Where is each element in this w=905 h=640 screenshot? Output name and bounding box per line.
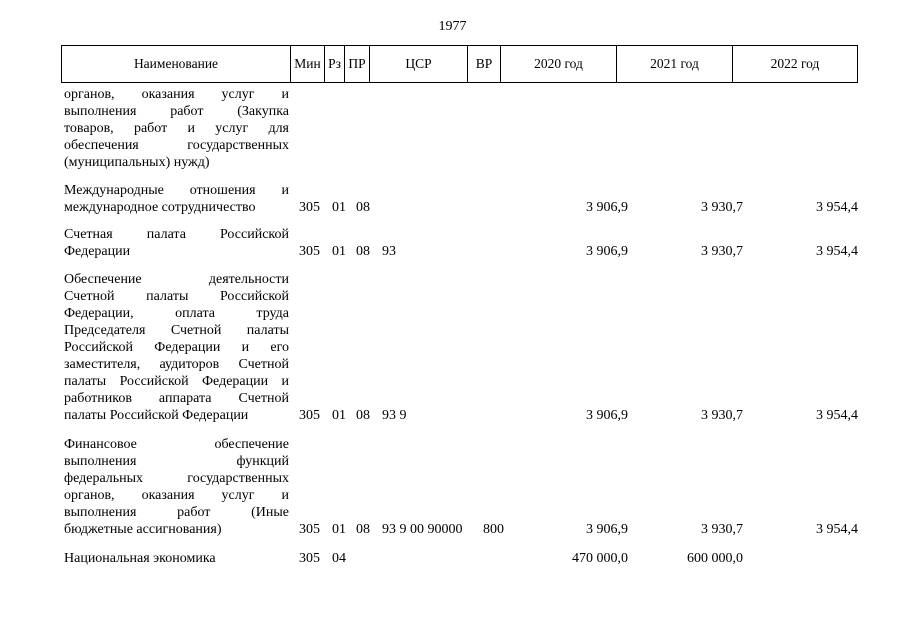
- cell-2021: 3 930,7: [701, 408, 743, 423]
- cell-2020: 3 906,9: [586, 522, 628, 537]
- header-name: Наименование: [62, 46, 291, 82]
- cell-min: 305: [299, 408, 320, 423]
- cell-csr: 93 9 00 90000: [382, 522, 463, 537]
- cell-pr: 08: [356, 200, 370, 215]
- cell-2022: 3 954,4: [816, 200, 858, 215]
- header-pr: ПР: [345, 46, 370, 82]
- row-name-line: Международные отношения и: [64, 183, 289, 198]
- row-name-line: органов, оказания услуг и: [64, 488, 289, 503]
- row-name-line: федеральных государственных: [64, 471, 289, 486]
- row-name-line: Российской Федерации и его: [64, 340, 289, 355]
- row-name-line: Финансовое обеспечение: [64, 437, 289, 452]
- cell-pr: 08: [356, 522, 370, 537]
- cell-pr: 08: [356, 244, 370, 259]
- cell-2020: 3 906,9: [586, 200, 628, 215]
- row-name-line: Счетная палата Российской: [64, 227, 289, 242]
- cell-2021: 600 000,0: [687, 551, 743, 566]
- cell-rz: 01: [332, 408, 346, 423]
- cell-rz: 01: [332, 522, 346, 537]
- cell-rz: 01: [332, 200, 346, 215]
- row-name-line: товаров, работ и услуг для: [64, 121, 289, 136]
- cell-2020: 470 000,0: [572, 551, 628, 566]
- cell-2022: 3 954,4: [816, 522, 858, 537]
- row-name-line: заместителя, аудиторов Счетной: [64, 357, 289, 372]
- cell-csr: 93: [382, 244, 396, 259]
- row-name-line: палаты Российской Федерации: [64, 408, 249, 423]
- row-name-line: выполнения работ (Иные: [64, 505, 289, 520]
- header-2022: 2022 год: [770, 56, 820, 71]
- row-name-line: обеспечения государственных: [64, 138, 289, 153]
- cell-rz: 01: [332, 244, 346, 259]
- header-csr: ЦСР: [370, 46, 468, 82]
- cell-2022: 3 954,4: [816, 408, 858, 423]
- row-name-line: Счетной палаты Российской: [64, 289, 289, 304]
- table-header: [61, 45, 858, 83]
- row-name: [64, 550, 289, 567]
- row-name-line: бюджетные ассигнования): [64, 522, 222, 537]
- row-name-line: органов, оказания услуг и: [64, 87, 289, 102]
- row-name-line: Национальная экономика: [64, 551, 216, 566]
- cell-min: 305: [299, 200, 320, 215]
- cell-min: 305: [299, 522, 320, 537]
- page-number: 1977: [438, 19, 467, 34]
- row-name-line: Председателя Счетной палаты: [64, 323, 289, 338]
- cell-2021: 3 930,7: [701, 244, 743, 259]
- row-name-line: палаты Российской Федерации и: [64, 374, 289, 389]
- cell-2021: 3 930,7: [701, 200, 743, 215]
- cell-pr: 08: [356, 408, 370, 423]
- row-name-line: выполнения функций: [64, 454, 289, 469]
- row-name: [64, 86, 289, 171]
- header-2020: 2020 год: [501, 46, 617, 82]
- cell-2021: 3 930,7: [701, 522, 743, 537]
- row-name-line: Федерации, оплата труда: [64, 306, 289, 321]
- cell-vr: 800: [483, 522, 504, 537]
- header-rz: Рз: [325, 46, 345, 82]
- row-name-line: выполнения работ (Закупка: [64, 104, 289, 119]
- cell-2020: 3 906,9: [586, 244, 628, 259]
- header-vr: ВР: [468, 46, 501, 82]
- cell-min: 305: [299, 551, 320, 566]
- row-name: [64, 226, 289, 260]
- cell-2020: 3 906,9: [586, 408, 628, 423]
- header-min: Мин: [291, 46, 325, 82]
- row-name-line: Федерации: [64, 244, 131, 259]
- row-name: [64, 271, 289, 424]
- cell-csr: 93 9: [382, 408, 407, 423]
- row-name-line: Обеспечение деятельности: [64, 272, 289, 287]
- row-name-line: (муниципальных) нужд): [64, 155, 210, 170]
- row-name: [64, 436, 289, 538]
- cell-min: 305: [299, 244, 320, 259]
- cell-2022: 3 954,4: [816, 244, 858, 259]
- header-2021: 2021 год: [617, 46, 733, 82]
- row-name-line: международное сотрудничество: [64, 200, 256, 215]
- row-name: [64, 182, 289, 216]
- cell-rz: 04: [332, 551, 346, 566]
- row-name-line: работников аппарата Счетной: [64, 391, 289, 406]
